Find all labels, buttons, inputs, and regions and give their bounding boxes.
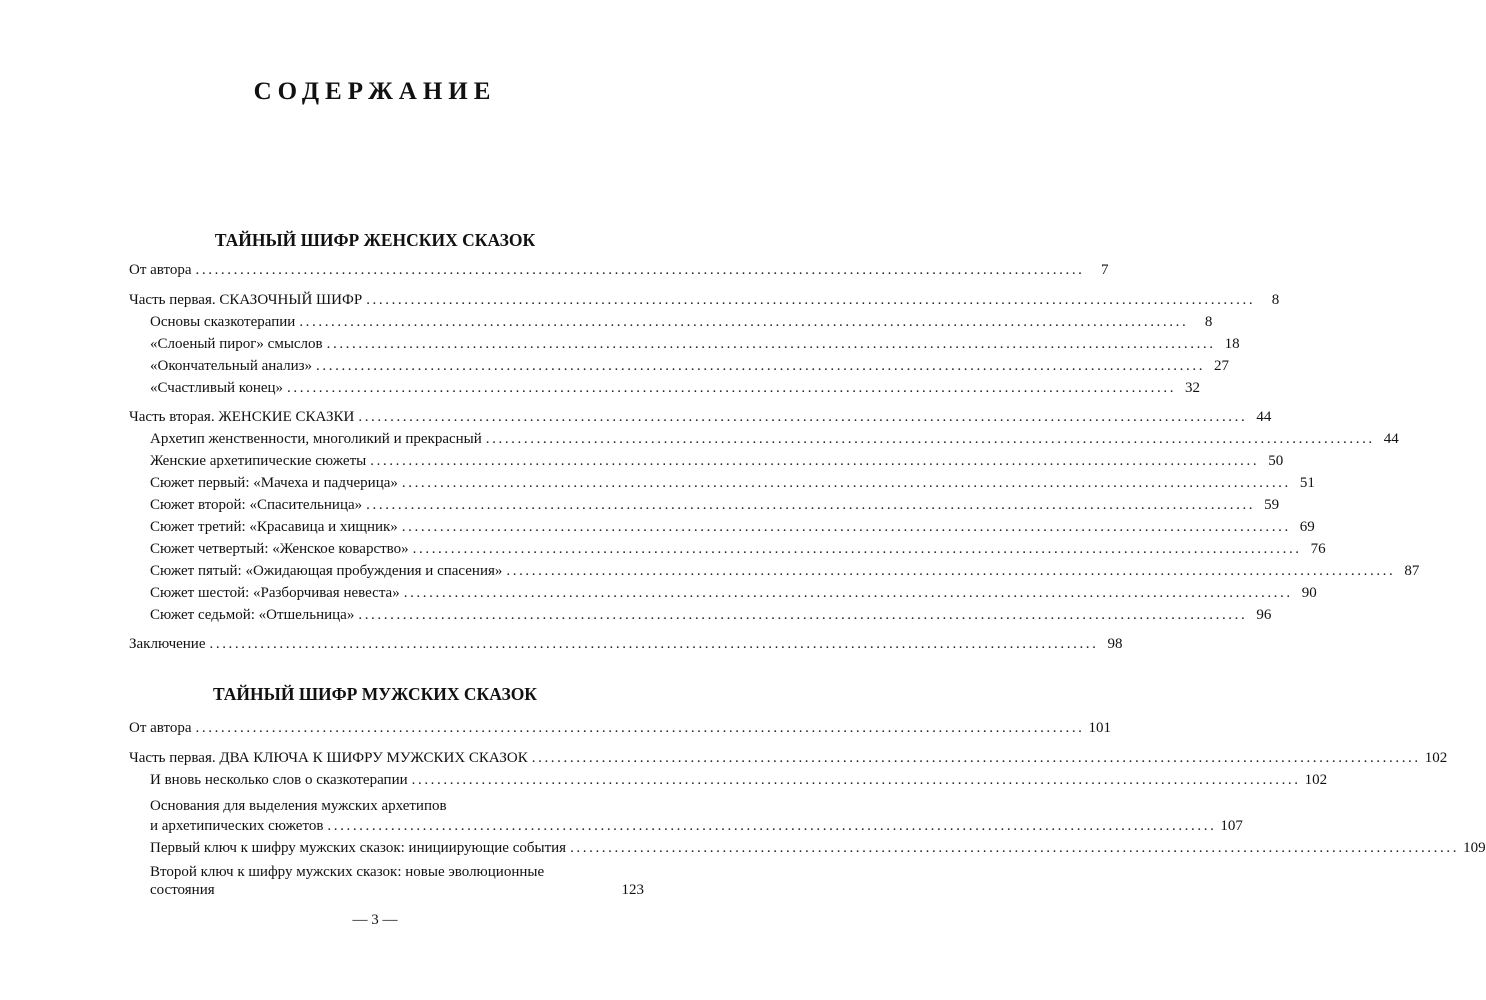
- toc-entry-page: 96: [1256, 607, 1272, 623]
- toc-entry-label: От автора: [129, 262, 192, 278]
- leader-dots: ............................................................................................................................................: [209, 636, 1099, 652]
- leader-dots: ............................................................................................................................................: [403, 585, 1293, 601]
- toc-entry-label: Заключение: [129, 636, 206, 652]
- toc-entry-page: 98: [1107, 636, 1123, 652]
- leader-dots: ............................................................................................................................................: [326, 336, 1216, 352]
- toc-entry: [150, 495, 1280, 515]
- toc-entry-label-line1: Основания для выделения мужских архетипов: [150, 798, 447, 814]
- toc-entry-page: 59: [1264, 497, 1280, 513]
- toc-entry-label: От автора: [129, 720, 192, 736]
- toc-entry-page: 109: [1463, 840, 1486, 856]
- toc-entry-page: 44: [1256, 409, 1272, 425]
- toc-entry: [150, 473, 1315, 493]
- toc-entry: [129, 290, 1280, 310]
- toc-entry: [150, 539, 1326, 559]
- toc-entry-label: «Слоеный пирог» смыслов: [150, 336, 323, 352]
- toc-entry: [150, 880, 644, 900]
- page-number-footer: — 3 —: [352, 912, 398, 928]
- toc-entry: [150, 816, 1243, 836]
- toc-entry-label: Часть первая. СКАЗОЧНЫЙ ШИФР: [129, 292, 363, 308]
- toc-entry-label: И вновь несколько слов о сказкотерапии: [150, 772, 408, 788]
- toc-entry-label: Основы сказкотерапии: [150, 314, 296, 330]
- leader-dots: ............................................................................................................................................: [195, 720, 1085, 736]
- toc-entry-page: 51: [1299, 475, 1315, 491]
- toc-entry-label: Женские архетипические сюжеты: [150, 453, 367, 469]
- toc-entry: [150, 770, 1328, 790]
- toc-entry-page: 50: [1268, 453, 1284, 469]
- toc-entry-page: 76: [1310, 541, 1326, 557]
- toc-entry-label: «Счастливый конец»: [150, 380, 284, 396]
- toc-entry: [150, 838, 1486, 858]
- toc-entry-label: Сюжет шестой: «Разборчивая невеста»: [150, 585, 400, 601]
- page-title: СОДЕРЖАНИЕ: [253, 78, 497, 105]
- leader-dots: ............................................................................................................................................: [411, 772, 1301, 788]
- toc-entry-page: 87: [1404, 563, 1420, 579]
- leader-dots: ............................................................................................................................................: [358, 409, 1248, 425]
- leader-dots: ............................................................................................................................................: [401, 519, 1291, 535]
- leader-dots: ............................................................................................................................................: [506, 563, 1396, 579]
- toc-entry-page: 101: [1088, 720, 1112, 736]
- toc-entry-label: Часть вторая. ЖЕНСКИЕ СКАЗКИ: [129, 409, 355, 425]
- toc-entry: [150, 334, 1240, 354]
- toc-entry-page: 18: [1224, 336, 1240, 352]
- toc-entry-page: 8: [1204, 314, 1213, 330]
- toc-entry-page: 27: [1214, 358, 1230, 374]
- toc-entry: [150, 356, 1230, 376]
- leader-dots: ............................................................................................................................................: [195, 262, 1085, 278]
- leader-dots: ............................................................................................................................................: [485, 431, 1375, 447]
- toc-entry-page: 107: [1220, 818, 1243, 834]
- toc-entry-page: 44: [1383, 431, 1399, 447]
- toc-entry: [129, 718, 1112, 738]
- toc-entry: [150, 429, 1399, 449]
- leader-dots: ............................................................................................................................................: [358, 607, 1248, 623]
- toc-entry: [150, 605, 1272, 625]
- toc-entry-label: Часть первая. ДВА КЛЮЧА К ШИФРУ МУЖСКИХ СКАЗОК: [129, 750, 528, 766]
- toc-entry: [129, 634, 1123, 654]
- toc-entry-label: состояния: [150, 882, 215, 898]
- toc-entry-label-line1: Второй ключ к шифру мужских сказок: новые эволюционные: [150, 864, 545, 880]
- toc-entry: [150, 451, 1284, 471]
- toc-entry: [150, 312, 1213, 332]
- leader-dots: ............................................................................................................................................: [531, 750, 1421, 766]
- toc-entry-page: 102: [1424, 750, 1448, 766]
- leader-dots: ............................................................................................................................................: [370, 453, 1260, 469]
- toc-entry: [150, 583, 1317, 603]
- toc-entry-label: Первый ключ к шифру мужских сказок: инициирующие события: [150, 840, 567, 856]
- toc-entry-label: Архетип женственности, многоликий и прекрасный: [150, 431, 482, 447]
- toc-entry: [150, 561, 1420, 581]
- toc-entry-page: 7: [1101, 262, 1109, 278]
- toc-entry-label: Сюжет седьмой: «Отшельница»: [150, 607, 355, 623]
- toc-entry-label: Сюжет первый: «Мачеха и падчерица»: [150, 475, 398, 491]
- leader-dots: ............................................................................................................................................: [401, 475, 1291, 491]
- toc-entry-label: «Окончательный анализ»: [150, 358, 313, 374]
- leader-dots: ............................................................................................................................................: [570, 840, 1460, 856]
- toc-entry-label: Сюжет третий: «Красавица и хищник»: [150, 519, 398, 535]
- toc-entry-label: Сюжет второй: «Спасительница»: [150, 497, 363, 513]
- leader-dots: ............................................................................................................................................: [327, 818, 1217, 834]
- toc-entry-page: 102: [1304, 772, 1328, 788]
- leader-dots: ............................................................................................................................................: [366, 497, 1256, 513]
- section-heading-female: ТАЙНЫЙ ШИФР ЖЕНСКИХ СКАЗОК: [214, 230, 536, 250]
- toc-entry: [129, 748, 1448, 768]
- section-heading-male: ТАЙНЫЙ ШИФР МУЖСКИХ СКАЗОК: [212, 684, 537, 704]
- leader-dots: ............................................................................................................................................: [316, 358, 1206, 374]
- toc-entry-page: 90: [1301, 585, 1317, 601]
- leader-dots: ............................................................................................................................................: [366, 292, 1256, 308]
- toc-entry: [129, 407, 1272, 427]
- toc-entry-page: 32: [1185, 380, 1201, 396]
- toc-entry-label: и архетипических сюжетов: [150, 818, 324, 834]
- leader-dots: ............................................................................................................................................: [287, 380, 1177, 396]
- toc-entry: [150, 378, 1201, 398]
- toc-entry: [150, 517, 1315, 537]
- toc-entry-label: Сюжет четвертый: «Женское коварство»: [150, 541, 409, 557]
- toc-entry-page: 69: [1299, 519, 1315, 535]
- toc-entry-label: Сюжет пятый: «Ожидающая пробуждения и спасения»: [150, 563, 503, 579]
- toc-entry-page: 123: [621, 882, 644, 898]
- toc-entry: [129, 260, 1109, 280]
- toc-entry-page: 8: [1271, 292, 1280, 308]
- leader-dots: ............................................................................................................................................: [412, 541, 1302, 557]
- leader-dots: ............................................................................................................................................: [299, 314, 1189, 330]
